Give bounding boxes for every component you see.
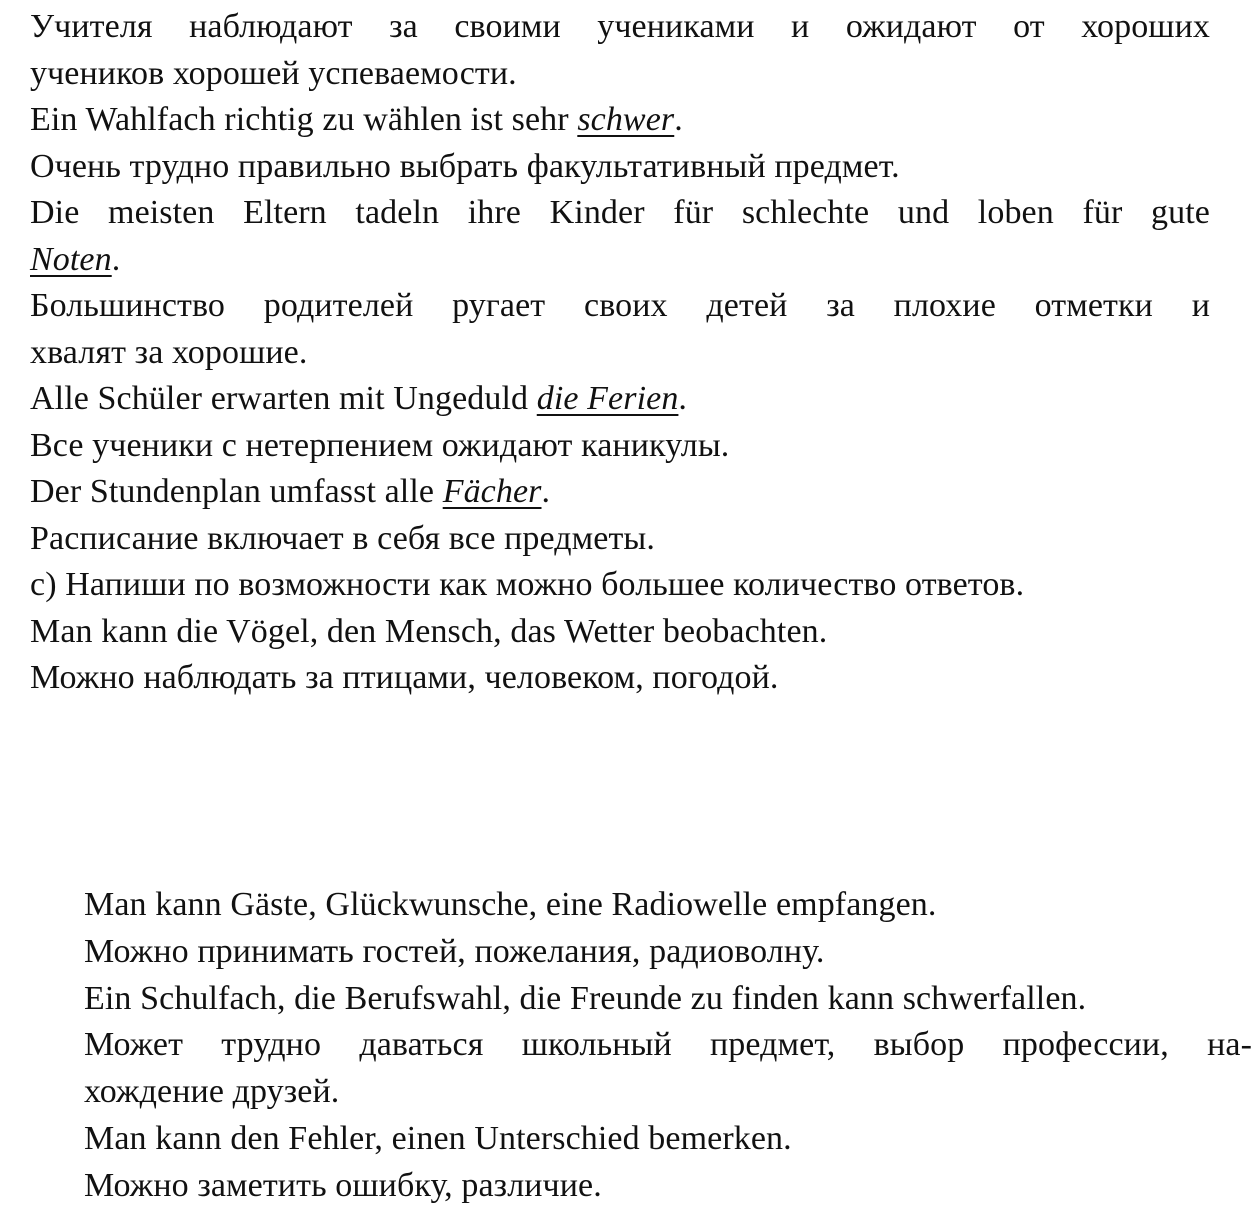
text-line: Man kann Gäste, Glückwunsche, eine Radiowelle empfangen.: [84, 886, 937, 923]
text-line-with-emphasis: [30, 469, 1210, 516]
line-suffix: .: [674, 101, 683, 138]
line-suffix: .: [678, 380, 688, 417]
text-line: учеников хорошей успеваемости.: [30, 54, 517, 92]
line-prefix: Ein Wahlfach richtig zu wählen ist sehr: [30, 101, 578, 138]
text-line: Man kann den Fehler, einen Unterschied bemerken.: [84, 1119, 792, 1157]
text-line: Очень трудно правильно выбрать факультативный предмет.: [30, 147, 900, 185]
text-line: хвалят за хорошие.: [30, 333, 308, 371]
text-line: Man kann die Vögel, den Mensch, das Wetter beobachten.: [30, 612, 828, 650]
text-line: Можно заметить ошибку, различие.: [84, 1166, 602, 1204]
emphasized-word: schwer: [577, 101, 675, 138]
line-suffix: .: [541, 473, 551, 510]
text-line: Можно принимать гостей, пожелания, радиоволну.: [84, 932, 825, 970]
emphasized-word: die Ferien: [536, 380, 679, 417]
text-line: Можно наблюдать за птицами, человеком, погодой.: [30, 659, 779, 696]
line-prefix: Der Stundenplan umfasst alle: [30, 473, 443, 510]
text-line-with-emphasis: [30, 97, 1210, 144]
text-line: Учителя наблюдают за своими учениками и ожидают от хороших: [30, 8, 1210, 45]
emphasized-word: Fächer: [442, 473, 542, 510]
line-prefix: Alle Schüler erwarten mit Ungeduld: [30, 380, 537, 417]
exercise-instruction: c) Напиши по возможности как можно большее количество ответов.: [30, 566, 1025, 603]
text-line-with-emphasis: [30, 237, 1210, 284]
text-line: Die meisten Eltern tadeln ihre Kinder für schlechte und loben für gute: [30, 194, 1210, 231]
bottom-text-block: [84, 882, 1252, 1210]
text-line: хождение друзей.: [84, 1073, 340, 1111]
text-line: Может трудно даваться школьный предмет, выбор профессии, на-: [84, 1026, 1252, 1064]
emphasized-word: Noten: [30, 240, 112, 278]
text-line-with-emphasis: [30, 376, 1210, 423]
text-line: Ein Schulfach, die Berufswahl, die Freunde zu finden kann schwerfallen.: [84, 979, 1087, 1017]
text-line: Все ученики с нетерпением ожидают каникулы.: [30, 426, 730, 464]
text-line: Большинство родителей ругает своих детей за плохие отметки и: [30, 287, 1210, 324]
text-line: Расписание включает в себя все предметы.: [30, 519, 655, 557]
line-suffix: .: [111, 240, 121, 278]
top-text-block: [30, 4, 1210, 702]
